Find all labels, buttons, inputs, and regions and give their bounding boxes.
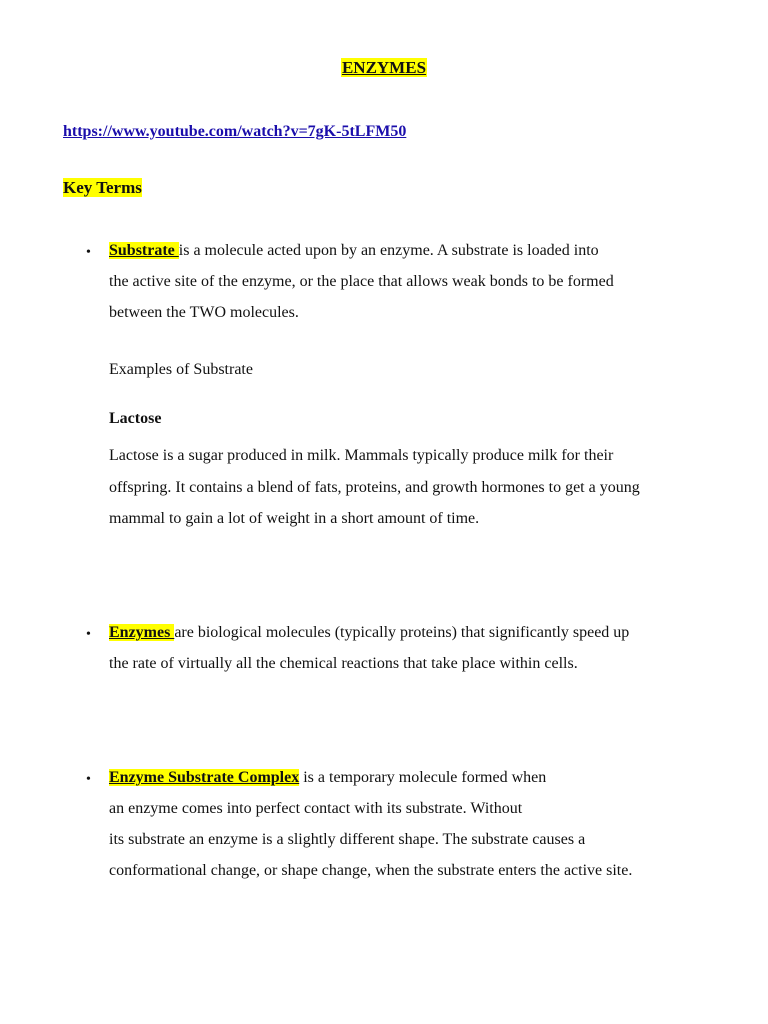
- document-title: [0, 58, 768, 78]
- example-title-lactose: Lactose: [109, 410, 162, 427]
- lactose-description-line-1: Lactose is a sugar produced in milk. Mammals typically produce milk for their: [109, 447, 614, 464]
- substrate-line-1-text: is a molecule acted upon by an enzyme. A substrate is loaded into: [178, 242, 599, 259]
- substrate-definition-line-2: the active site of the enzyme, or the place that allows weak bonds to be formed: [109, 273, 614, 290]
- complex-definition-line-3: its substrate an enzyme is a slightly different shape. The substrate causes a: [109, 831, 586, 848]
- enzymes-definition-line-2: the rate of virtually all the chemical reactions that take place within cells.: [109, 655, 578, 672]
- document-title-text: ENZYMES: [341, 58, 427, 77]
- lactose-description-line-2: offspring. It contains a blend of fats, proteins, and growth hormones to get a young: [109, 479, 640, 496]
- examples-heading: Examples of Substrate: [109, 361, 253, 378]
- enzymes-definition-line-1: [109, 624, 629, 642]
- substrate-definition-line-3: between the TWO molecules.: [109, 304, 299, 321]
- complex-definition-line-4: conformational change, or shape change, when the substrate enters the active site.: [109, 862, 633, 879]
- bullet-icon: •: [86, 245, 91, 260]
- enzymes-line-1-text: are biological molecules (typically proteins) that significantly speed up: [174, 624, 630, 641]
- key-terms-heading: [63, 178, 142, 198]
- substrate-term: Substrate: [109, 242, 179, 259]
- bullet-icon: •: [86, 627, 91, 642]
- enzymes-term: Enzymes: [109, 624, 175, 641]
- lactose-description-line-3: mammal to gain a lot of weight in a short amount of time.: [109, 510, 480, 527]
- bullet-icon: •: [86, 772, 91, 787]
- complex-line-1-text: is a temporary molecule formed when: [299, 769, 547, 786]
- complex-term: Enzyme Substrate Complex: [109, 769, 300, 786]
- complex-definition-line-1: [109, 769, 546, 787]
- key-terms-heading-text: Key Terms: [63, 178, 142, 197]
- complex-definition-line-2: an enzyme comes into perfect contact with its substrate. Without: [109, 800, 523, 817]
- youtube-link[interactable]: https://www.youtube.com/watch?v=7gK-5tLFM50: [63, 123, 407, 140]
- substrate-definition-line-1: [109, 242, 599, 260]
